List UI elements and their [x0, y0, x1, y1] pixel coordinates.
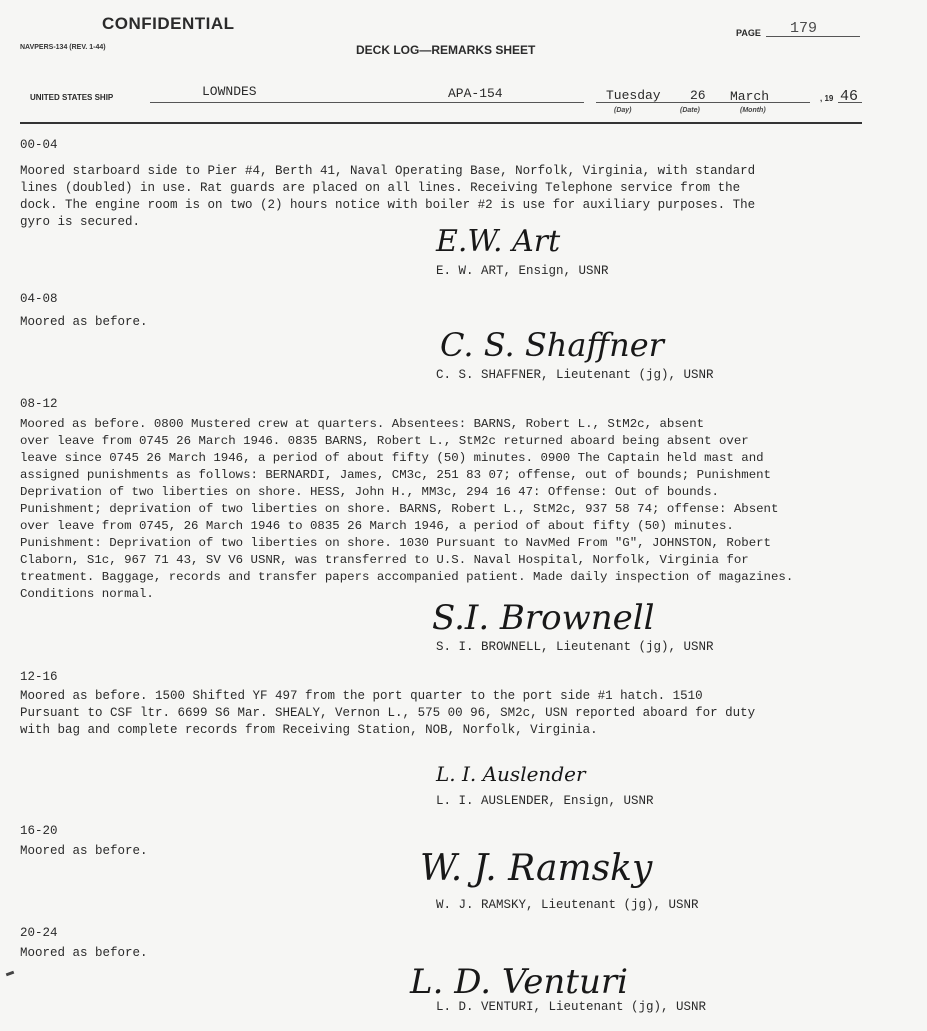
- remark-line: Punishment: Deprivation of two liberties on shore. 1030 Pursuant to NavMed From "G", JOHNSTON, Robert: [20, 536, 771, 550]
- remark-line: Moored as before.: [20, 315, 148, 329]
- signature-c-s-shaffner: C. S. Shaffner: [440, 326, 664, 364]
- remark-line: Moored starboard side to Pier #4, Berth 41, Naval Operating Base, Norfolk, Virginia, with standard: [20, 164, 756, 178]
- officer-signature-block-16-20: W. J. RAMSKY, Lieutenant (jg), USNR: [436, 898, 699, 912]
- watch-remarks-08-12: [20, 416, 793, 603]
- signature-e-w-art: E.W. Art: [436, 224, 561, 259]
- watch-period-16-20: 16-20: [20, 824, 58, 838]
- log-year: 46: [840, 88, 859, 105]
- remark-line: Punishment; deprivation of two liberties on shore. BARNS, Robert L., StM2c, 937 58 74; offense: Absent: [20, 502, 779, 516]
- remark-line: over leave from 0745 26 March 1946. 0835 BARNS, Robert L., StM2c returned aboard being absent over: [20, 434, 749, 448]
- remark-line: assigned punishments as follows: BERNARDI, James, CM3c, 251 83 07; offense, out of bounds; Punishment: [20, 468, 771, 482]
- remark-line: lines (doubled) in use. Rat guards are placed on all lines. Receiving Telephone service from the: [20, 181, 741, 195]
- watch-remarks-20-24: [20, 945, 148, 962]
- officer-signature-block-20-24: L. D. VENTURI, Lieutenant (jg), USNR: [436, 1000, 707, 1014]
- remark-line: Moored as before.: [20, 844, 148, 858]
- signature-l-i-auslender: L. I. Auslender: [436, 762, 586, 786]
- watch-period-20-24: 20-24: [20, 926, 58, 940]
- date-caption: (Date): [680, 107, 700, 114]
- remark-line: over leave from 0745, 26 March 1946 to 0835 26 March 1946, a period of about fifty (50) minutes.: [20, 519, 734, 533]
- page-number: 179: [790, 20, 818, 37]
- watch-period-12-16: 12-16: [20, 670, 58, 684]
- watch-period-04-08: 04-08: [20, 292, 58, 306]
- classification-banner: CONFIDENTIAL: [102, 14, 235, 33]
- remark-line: with bag and complete records from Receiving Station, NOB, Norfolk, Virginia.: [20, 723, 598, 737]
- watch-remarks-04-08: [20, 314, 148, 331]
- sheet-title: DECK LOG—REMARKS SHEET: [356, 43, 536, 57]
- signature-l-d-venturi: L. D. Venturi: [410, 962, 628, 1002]
- month-caption: (Month): [740, 107, 766, 114]
- remark-line: Conditions normal.: [20, 587, 154, 601]
- remark-line: gyro is secured.: [20, 215, 141, 229]
- watch-period-00-04: 00-04: [20, 138, 58, 152]
- remark-line: Claborn, S1c, 967 71 43, SV V6 USNR, was transferred to U.S. Naval Hospital, Norfolk, Virginia for: [20, 553, 749, 567]
- officer-signature-block-00-04: E. W. ART, Ensign, USNR: [436, 264, 609, 278]
- officer-signature-block-08-12: S. I. BROWNELL, Lieutenant (jg), USNR: [436, 640, 714, 654]
- ship-label: UNITED STATES SHIP: [30, 93, 114, 102]
- form-id: NAVPERS-134 (REV. 1-44): [20, 44, 106, 51]
- page-label: PAGE: [736, 28, 761, 38]
- remark-line: Moored as before. 0800 Mustered crew at quarters. Absentees: BARNS, Robert L., StM2c, absent: [20, 417, 705, 431]
- ship-name: LOWNDES: [202, 84, 257, 99]
- year-prefix: , 19: [820, 94, 834, 103]
- watch-remarks-12-16: [20, 688, 755, 739]
- watch-remarks-16-20: [20, 843, 148, 860]
- remark-line: dock. The engine room is on two (2) hours notice with boiler #2 is use for auxiliary purposes. The: [20, 198, 756, 212]
- log-month: March: [730, 89, 770, 104]
- remark-line: Deprivation of two liberties on shore. HESS, John H., MM3c, 294 16 47: Offense: Out of bounds.: [20, 485, 719, 499]
- watch-period-08-12: 08-12: [20, 397, 58, 411]
- margin-mark: [6, 971, 15, 977]
- officer-signature-block-04-08: C. S. SHAFFNER, Lieutenant (jg), USNR: [436, 368, 714, 382]
- log-date: 26: [690, 88, 706, 103]
- hull-number: APA-154: [448, 86, 503, 101]
- remark-line: treatment. Baggage, records and transfer papers accompanied patient. Made daily inspection of magazines.: [20, 570, 794, 584]
- remark-line: Moored as before.: [20, 946, 148, 960]
- remark-line: leave since 0745 26 March 1946, a period of about fifty (50) minutes. 0900 The Captain held mast and: [20, 451, 764, 465]
- remark-line: Moored as before. 1500 Shifted YF 497 from the port quarter to the port side #1 hatch. 1510: [20, 689, 703, 703]
- log-day: Tuesday: [606, 88, 661, 103]
- remark-line: Pursuant to CSF ltr. 6699 S6 Mar. SHEALY, Vernon L., 575 00 96, SM2c, USN reported aboard for duty: [20, 706, 756, 720]
- officer-signature-block-12-16: L. I. AUSLENDER, Ensign, USNR: [436, 794, 654, 808]
- signature-s-i-brownell: S.I. Brownell: [432, 598, 655, 638]
- day-caption: (Day): [614, 107, 632, 114]
- signature-w-j-ramsky: W. J. Ramsky: [420, 848, 653, 889]
- header-rule: [20, 122, 862, 124]
- ship-field-line: [150, 102, 584, 103]
- watch-remarks-00-04: [20, 163, 755, 231]
